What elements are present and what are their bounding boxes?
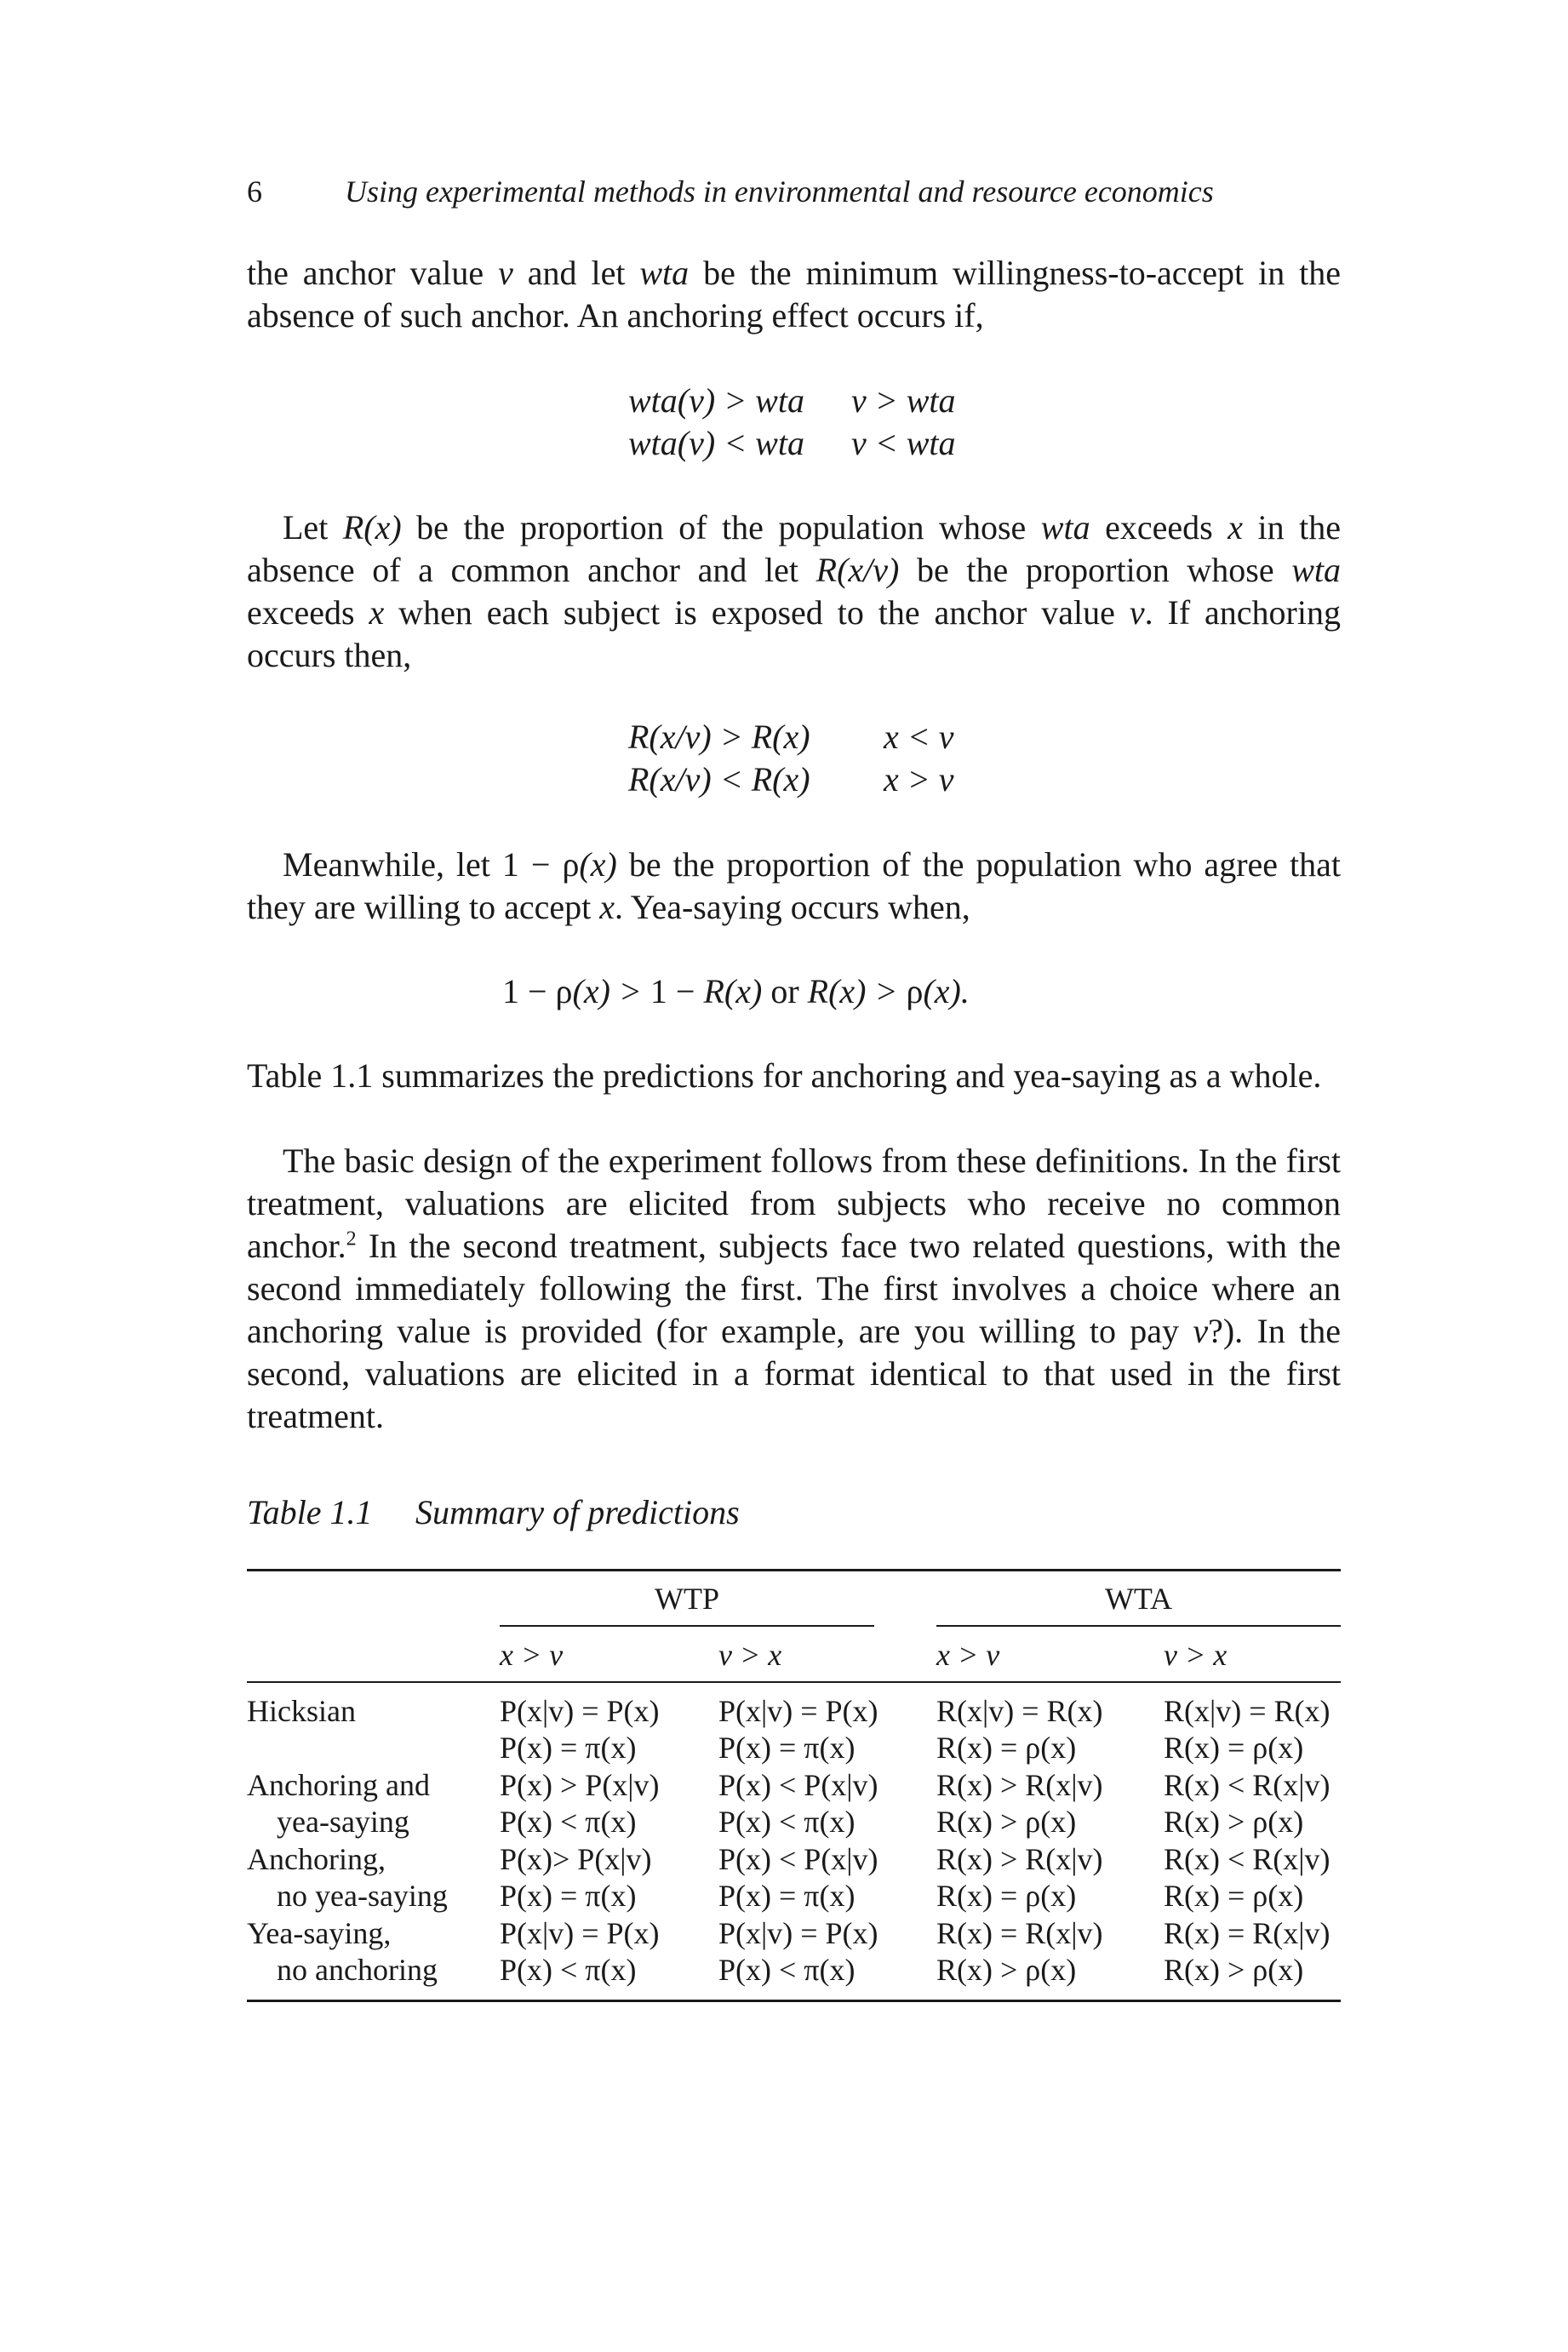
table-cell: P(x) = π(x): [500, 1731, 637, 1765]
footnote-marker[interactable]: 2: [346, 1228, 357, 1250]
paragraph-proportion-definition: Let R(x) be the proportion of the population whose wta exceeds x in the absence of a common anchor and let R(x/v) be the proportion whose wta exceeds x when each subject is exposed to the anchor value v. If anchoring occurs then,: [247, 508, 1341, 674]
paragraph-experiment-design: The basic design of the experiment follows from these definitions. In the first treatment, valuations are elicited from subjects who receive no common anchor.$^2$ In the second treatment, subjects face two related questions, with the second immediately following the first. The first involves a choice where an anchoring value is provided (for example, are you willing to pay v?). In the second, valuations are elicited in a format identical to that used in the first treatment.: [247, 1142, 1341, 1435]
table-row-label: Anchoring and: [247, 1768, 430, 1802]
table-header-rule: [247, 1681, 1341, 1683]
table-subhead-wtp-x-gt-v: x > v: [500, 1638, 564, 1672]
table-cell: R(x) > R(x|v): [936, 1768, 1103, 1802]
running-title: Using experimental methods in environmental and resource economics: [345, 175, 1214, 209]
table-cell: R(x) = ρ(x): [936, 1731, 1077, 1765]
table-subhead-wta-v-gt-x: v > x: [1164, 1638, 1228, 1672]
table-row-label: Anchoring,: [247, 1842, 386, 1876]
table-cell: R(x) > ρ(x): [1164, 1953, 1304, 1987]
table-cell: R(x) = R(x|v): [1164, 1916, 1331, 1950]
table-cell: P(x) < π(x): [500, 1953, 637, 1987]
table-row-label-cont: no anchoring: [277, 1953, 438, 1987]
table-cell: R(x) < R(x|v): [1164, 1768, 1331, 1802]
table-cell: P(x|v) = P(x): [718, 1916, 878, 1950]
table-bottom-rule: [247, 2000, 1341, 2002]
table-cell: R(x) > ρ(x): [1164, 1805, 1304, 1839]
table-cell: R(x) = ρ(x): [936, 1879, 1077, 1913]
table-cell: P(x) > P(x|v): [500, 1768, 660, 1802]
table-cell: P(x)> P(x|v): [500, 1842, 652, 1876]
table-caption: [247, 1491, 740, 1534]
table-cell: P(x) < π(x): [718, 1805, 856, 1839]
table-cell: P(x) = π(x): [718, 1879, 856, 1913]
paragraph-yea-saying-definition: Meanwhile, let 1 − ρ(x) be the proportion of the population who agree that they are willing to accept x. Yea-saying occurs when,: [247, 845, 1341, 926]
table-row-label: Hicksian: [247, 1694, 356, 1728]
table-cell: P(x) < π(x): [500, 1805, 637, 1839]
table-cell: R(x) = ρ(x): [1164, 1731, 1304, 1765]
table-subhead-wta-x-gt-v: x > v: [936, 1638, 1000, 1672]
table-caption-label: Table 1.1: [247, 1493, 373, 1531]
table-cell: P(x|v) = P(x): [718, 1694, 878, 1728]
table-cell: P(x|v) = P(x): [500, 1916, 660, 1950]
table-caption-title: Summary of predictions: [415, 1493, 740, 1531]
table-wta-rule: [936, 1625, 1341, 1627]
table-cell: R(x) > ρ(x): [936, 1805, 1077, 1839]
table-cell: P(x) = π(x): [718, 1731, 856, 1765]
table-row-label: Yea-saying,: [247, 1916, 392, 1950]
paragraph-table-summary: Table 1.1 summarizes the predictions for anchoring and yea-saying as a whole.: [247, 1056, 1322, 1095]
table-cell: R(x) > ρ(x): [936, 1953, 1077, 1987]
table-cell: P(x) < π(x): [718, 1953, 856, 1987]
table-cell: P(x) < P(x|v): [718, 1842, 878, 1876]
table-row-label-cont: yea-saying: [277, 1805, 409, 1839]
table-cell: R(x|v) = R(x): [1164, 1694, 1331, 1728]
table-cell: R(x) = R(x|v): [936, 1916, 1103, 1950]
table-cell: R(x) > R(x|v): [936, 1842, 1103, 1876]
table-cell: R(x|v) = R(x): [936, 1694, 1103, 1728]
paragraph-anchor-definition: the anchor value v and let wta be the minimum willingness-to-accept in the absence of such anchor. An anchoring effect occurs if,: [247, 254, 1341, 335]
table-row-label-cont: no yea-saying: [277, 1879, 448, 1913]
page-number: 6: [247, 175, 262, 209]
table-top-rule: [247, 1569, 1341, 1571]
running-header: [247, 170, 1341, 213]
equation-yea-saying: 1 − ρ(x) > 1 − R(x) or R(x) > ρ(x).: [502, 972, 970, 1010]
table-cell: P(x) < P(x|v): [718, 1768, 878, 1802]
table-wtp-rule: [500, 1625, 874, 1627]
table-subhead-wtp-v-gt-x: v > x: [718, 1638, 782, 1672]
table-group-wtp: WTP: [655, 1582, 719, 1616]
equation-anchoring-effect: wta(v) > wta v > wta wta(v) < wta v < wta: [628, 381, 956, 462]
table-cell: P(x|v) = P(x): [500, 1694, 660, 1728]
table-cell: R(x) < R(x|v): [1164, 1842, 1331, 1876]
table-group-wta: WTA: [1104, 1582, 1173, 1616]
table-cell: P(x) = π(x): [500, 1879, 637, 1913]
equation-anchoring-occurs: R(x/v) > R(x) x < v R(x/v) < R(x) x > v: [628, 718, 954, 798]
table-cell: R(x) = ρ(x): [1164, 1879, 1304, 1913]
